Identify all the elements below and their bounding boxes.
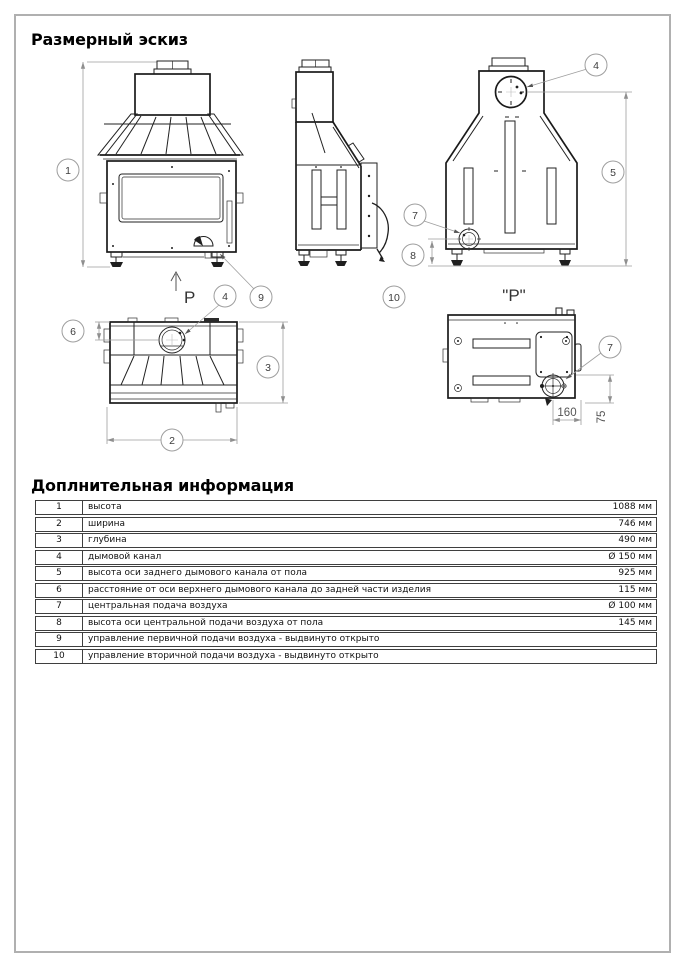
svg-text:8: 8 — [410, 250, 416, 262]
side-vent-slots — [312, 166, 346, 229]
svg-text:6: 6 — [70, 326, 76, 338]
table-row — [35, 583, 657, 598]
callout-7-bottom — [599, 336, 621, 358]
back-view — [424, 58, 632, 266]
svg-text:5: 5 — [610, 167, 616, 179]
callout-7-back — [404, 204, 426, 226]
cell-number: 10 — [36, 650, 83, 663]
cell-number: 1 — [36, 501, 83, 514]
svg-text:75: 75 — [596, 410, 608, 424]
table-row — [35, 616, 657, 631]
cell-description: глубина — [88, 535, 127, 545]
cell-description: управление первичной подачи воздуха - выдвинуто открыто — [88, 634, 380, 644]
cell-number: 9 — [36, 633, 83, 646]
table-row — [35, 533, 657, 548]
callout-4-plan — [214, 285, 236, 307]
cell-description: высота — [88, 502, 122, 512]
cell-number: 5 — [36, 567, 83, 580]
table-row — [35, 566, 657, 581]
front-feet — [110, 252, 224, 267]
cell-number: 7 — [36, 600, 83, 613]
central-air-inlet — [457, 227, 481, 251]
flue-outlet — [496, 77, 527, 108]
plan-view — [95, 254, 288, 444]
top-flue-outlet — [159, 327, 185, 353]
side-view — [292, 60, 388, 266]
cell-value: 115 мм — [618, 584, 652, 595]
callout-1 — [57, 159, 79, 181]
dimension-flue-offset — [95, 322, 158, 340]
cell-description: ширина — [88, 518, 126, 529]
dimensional-sketch — [0, 0, 686, 470]
cell-value: Ø 150 мм — [608, 551, 652, 562]
cell-value: 925 мм — [618, 568, 652, 578]
callout-4-back — [585, 54, 607, 76]
table-row — [35, 517, 657, 532]
svg-text:4: 4 — [593, 60, 599, 72]
bottom-bolts — [455, 338, 570, 392]
callout-3 — [257, 356, 279, 378]
cell-number: 4 — [36, 551, 83, 564]
view-direction-arrow — [171, 272, 195, 307]
cell-number: 8 — [36, 617, 83, 630]
secondary-air-handle — [372, 203, 388, 262]
cell-description: управление вторичной подачи воздуха - выдвинуто открыто — [88, 650, 379, 661]
svg-text:1: 1 — [65, 165, 71, 177]
sketch-title: Размерный эскиз — [31, 30, 188, 49]
svg-text:10: 10 — [388, 292, 400, 304]
info-table — [35, 500, 657, 665]
cell-number: 3 — [36, 534, 83, 547]
cell-description: расстояние от оси верхнего дымового канала до задней части изделия — [88, 584, 431, 595]
cell-value: 490 мм — [618, 535, 652, 545]
callout-9 — [250, 286, 272, 308]
cell-description: центральная подача воздуха — [88, 601, 228, 611]
cell-description: высота оси заднего дымового канала от пола — [88, 568, 307, 578]
cell-value: 1088 мм — [612, 502, 652, 512]
svg-text:3: 3 — [265, 362, 271, 374]
view-direction-label: P — [184, 288, 196, 307]
dimension-height — [83, 62, 157, 267]
p-view-label: "P" — [502, 286, 526, 305]
table-row — [35, 550, 657, 565]
air-control-knob — [194, 236, 213, 246]
svg-text:9: 9 — [258, 292, 264, 304]
p-view — [443, 286, 614, 425]
dimension-160 — [553, 400, 581, 425]
svg-text:160: 160 — [557, 407, 577, 419]
cell-number: 2 — [36, 518, 83, 531]
cell-description: высота оси центральной подачи воздуха от пола — [88, 617, 324, 628]
table-row — [35, 632, 657, 647]
table-row — [35, 649, 657, 664]
svg-text:7: 7 — [607, 342, 613, 354]
svg-text:2: 2 — [169, 435, 175, 447]
svg-text:4: 4 — [222, 291, 228, 303]
front-view — [83, 61, 243, 267]
svg-text:7: 7 — [412, 210, 418, 222]
cell-value: 145 мм — [618, 617, 652, 628]
callout-10 — [383, 286, 405, 308]
cell-value: Ø 100 мм — [608, 601, 652, 611]
table-row — [35, 599, 657, 614]
table-row — [35, 500, 657, 515]
info-title: Доплнительная информация — [31, 476, 294, 495]
callout-2 — [161, 429, 183, 451]
callout-8 — [402, 244, 424, 266]
callout-5 — [602, 161, 624, 183]
cell-value: 746 мм — [618, 518, 652, 529]
callout-6 — [62, 320, 84, 342]
dimension-75 — [576, 375, 614, 423]
cell-description: дымовой канал — [88, 551, 162, 562]
cell-number: 6 — [36, 584, 83, 597]
